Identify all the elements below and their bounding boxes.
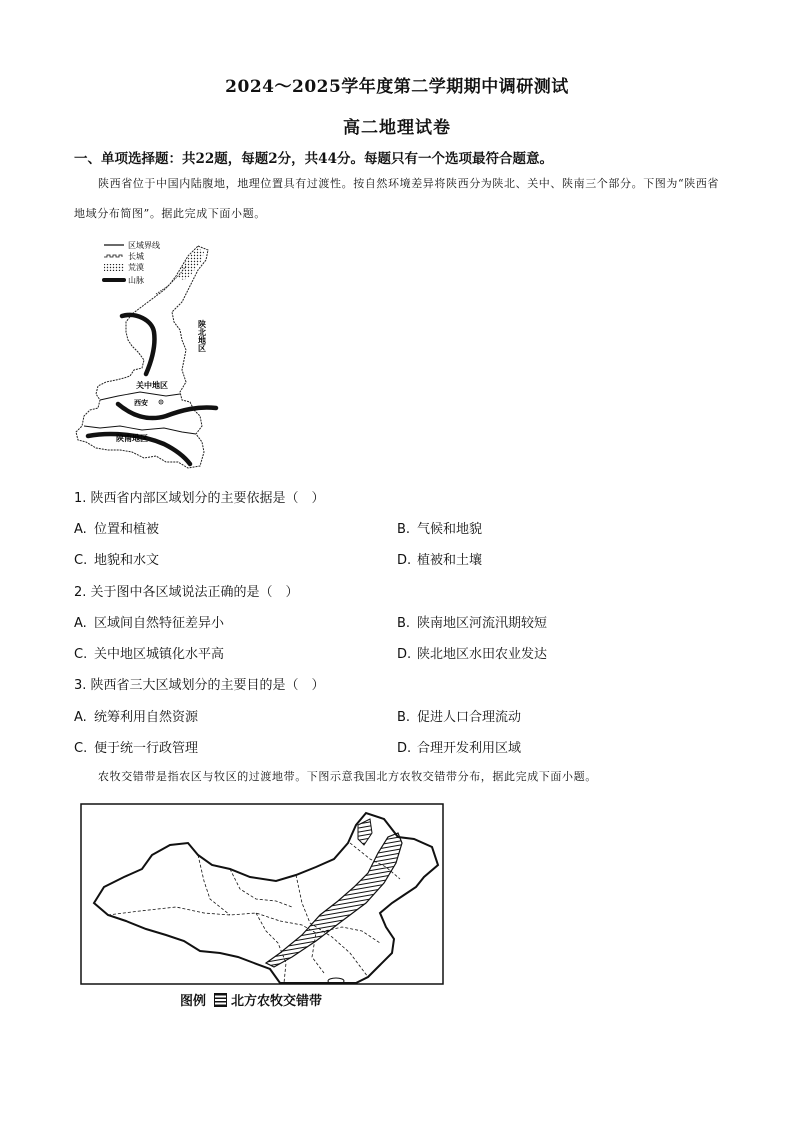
map-legend [104, 240, 160, 285]
figure2-legend [180, 990, 322, 1009]
q2-option-c[interactable]: C. 关中地区城镇化水平高 [74, 647, 225, 662]
legend-great-wall: 长城 [128, 252, 144, 261]
q1-option-c[interactable]: C. 地貌和水文 [74, 553, 160, 568]
mountain-qinling [118, 404, 216, 418]
q2-option-d[interactable]: D. 陕北地区水田农业发达 [397, 647, 548, 662]
q3-option-d[interactable]: D. 合理开发利用区域 [397, 741, 522, 756]
q3-option-c[interactable]: C. 便于统一行政管理 [74, 741, 199, 756]
q1-option-a[interactable]: A. 位置和植被 [74, 522, 160, 537]
question-3-stem: 3. 陕西省三大区域划分的主要目的是（ ） [74, 678, 325, 693]
exam-subtitle: 高二地理试卷 [343, 118, 451, 138]
passage-1: 陕西省位于中国内陆腹地，地理位置具有过渡性。按自然环境差异将陕西分为陕北、关中、陕南三个部分。下图为“陕西省地域分布简图”。据此完成下面小题。 [74, 177, 720, 220]
label-north: 陕北地区 [197, 320, 207, 352]
legend-title: 图例 [180, 994, 207, 1009]
label-south: 陕南地区 [116, 434, 148, 443]
passage-2: 农牧交错带是指农区与牧区的过渡地带。下图示意我国北方农牧交错带分布，据此完成下面小题。 [98, 770, 597, 783]
label-xian: 西安 [134, 399, 148, 407]
q2-option-b[interactable]: B. 陕南地区河流汛期较短 [397, 616, 548, 631]
label-central: 关中地区 [136, 381, 168, 390]
legend-desert: 荒漠 [128, 263, 144, 272]
exam-title: 2024～2025学年度第二学期期中调研测试 [225, 77, 569, 97]
q3-option-a[interactable]: A. 统筹利用自然资源 [74, 710, 199, 725]
legend-mountain: 山脉 [128, 276, 144, 285]
shaanxi-map-figure [70, 236, 230, 476]
q1-option-b[interactable]: B. 气候和地貌 [397, 522, 483, 537]
china-map-figure [80, 803, 444, 987]
section-heading: 一、单项选择题：共22题，每题2分，共44分。每题只有一个选项最符合题意。 [74, 151, 553, 167]
legend-item-label: 北方农牧交错带 [231, 994, 323, 1009]
question-2-stem: 2. 关于图中各区域说法正确的是（ ） [74, 585, 299, 600]
mountain-north [122, 315, 155, 374]
legend-boundary: 区域界线 [128, 241, 160, 250]
question-1-stem: 1. 陕西省内部区域划分的主要依据是（ ） [74, 491, 325, 506]
q1-option-d[interactable]: D. 植被和土壤 [397, 553, 483, 568]
hatch-legend-icon [214, 993, 227, 1007]
q3-option-b[interactable]: B. 促进人口合理流动 [397, 710, 522, 725]
q2-option-a[interactable]: A. 区域间自然特征差异小 [74, 616, 225, 631]
